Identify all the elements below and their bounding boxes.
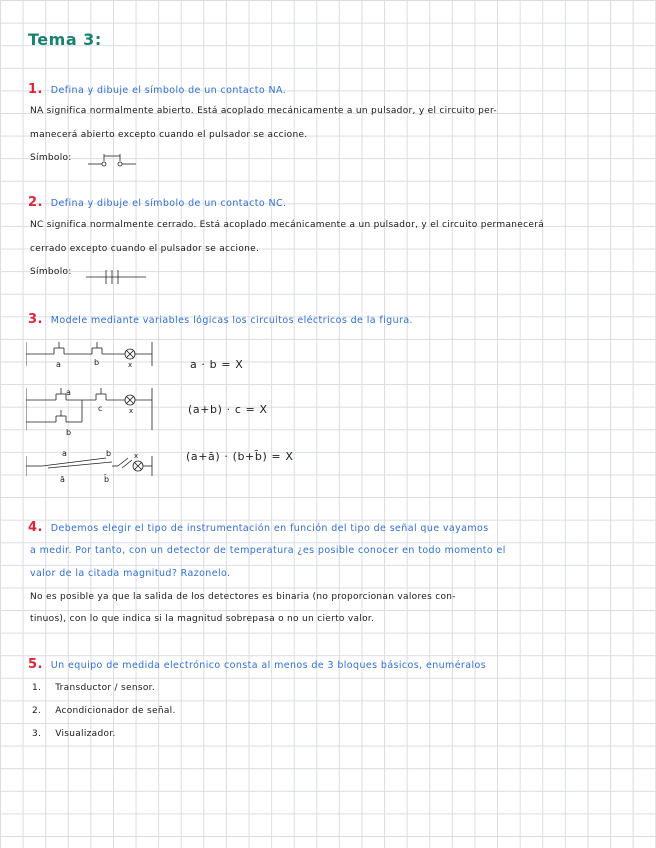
circuit-3-label-x: x: [134, 452, 139, 460]
circuit-1: [26, 338, 156, 372]
circuit-2-equation: (a+b) · c = X: [188, 403, 268, 416]
question-4-line-1: [28, 520, 489, 535]
question-2-text: Defina y dibuje el símbolo de un contacto NC.: [50, 198, 287, 209]
answer-2-line-1: NC significa normalmente cerrado. Está acoplado mecánicamente a un pulsador, y el circuito permanecerá: [30, 220, 545, 230]
list-item-text: Visualizador.: [55, 729, 116, 739]
question-4-line-3: valor de la citada magnitud? Razonelo.: [30, 568, 231, 579]
question-3-number: 3.: [28, 312, 43, 327]
list-item-text: Transductor / sensor.: [55, 683, 155, 693]
circuit-2-label-x: x: [129, 407, 134, 415]
answer-1-line-1: NA significa normalmente abierto. Está acoplado mecánicamente a un pulsador, y el circuito per-: [30, 106, 497, 116]
circuit-2: [26, 384, 156, 436]
question-2: [28, 195, 286, 210]
circuit-2-label-c: c: [98, 404, 103, 413]
list-item: [32, 683, 155, 693]
circuit-3-label-b: b: [106, 449, 112, 458]
question-5-number: 5.: [28, 657, 43, 672]
question-4-number: 4.: [28, 520, 43, 535]
circuit-1-label-x: x: [128, 361, 133, 369]
list-item: [32, 729, 116, 739]
question-5-text: Un equipo de medida electrónico consta al menos de 3 bloques básicos, enuméralos: [50, 660, 487, 671]
circuit-3-label-a-neg: ā: [60, 475, 66, 484]
circuit-1-label-b: b: [94, 358, 100, 367]
question-3: [28, 312, 413, 327]
circuit-1-equation: a · b = X: [190, 358, 244, 371]
question-5: [28, 657, 486, 672]
answer-4-line-1: No es posible ya que la salida de los detectores es binaria (no proporcionan valores con-: [30, 592, 456, 602]
question-4-text-1: Debemos elegir el tipo de instrumentación en función del tipo de señal que vayamos: [50, 523, 489, 534]
list-item-number: 2.: [32, 706, 42, 716]
circuit-2-label-b: b: [66, 428, 72, 437]
answer-2-line-2: cerrado excepto cuando el pulsador se accione.: [30, 244, 260, 254]
symbol-label-2: Símbolo:: [30, 267, 72, 277]
circuit-3-label-a: a: [62, 449, 68, 458]
nc-contact-symbol: [86, 266, 146, 286]
circuit-1-label-a: a: [56, 360, 62, 369]
answer-4-line-2: tinuos), con lo que indica si la magnitud sobrepasa o no un cierto valor.: [30, 614, 375, 624]
no-contact-symbol: [88, 148, 144, 170]
list-item-number: 1.: [32, 683, 42, 693]
question-2-number: 2.: [28, 195, 43, 210]
circuit-3-equation: (a+ā) · (b+b̄) = X: [186, 450, 294, 463]
symbol-label-1: Símbolo:: [30, 153, 72, 163]
question-4-line-2: a medir. Por tanto, con un detector de temperatura ¿es posible conocer en todo momento el: [30, 545, 506, 556]
question-3-text: Modele mediante variables lógicas los circuitos eléctricos de la figura.: [50, 315, 413, 326]
page-title: Tema 3:: [28, 30, 102, 49]
circuit-2-label-a: a: [66, 388, 72, 397]
list-item-number: 3.: [32, 729, 42, 739]
question-1-text: Defina y dibuje el símbolo de un contacto NA.: [50, 85, 287, 96]
question-1: [28, 82, 286, 97]
list-item: [32, 706, 176, 716]
list-item-text: Acondicionador de señal.: [55, 706, 176, 716]
question-1-number: 1.: [28, 82, 43, 97]
circuit-3-label-b-neg: b̄: [104, 475, 110, 484]
answer-1-line-2: manecerá abierto excepto cuando el pulsador se accione.: [30, 130, 308, 140]
